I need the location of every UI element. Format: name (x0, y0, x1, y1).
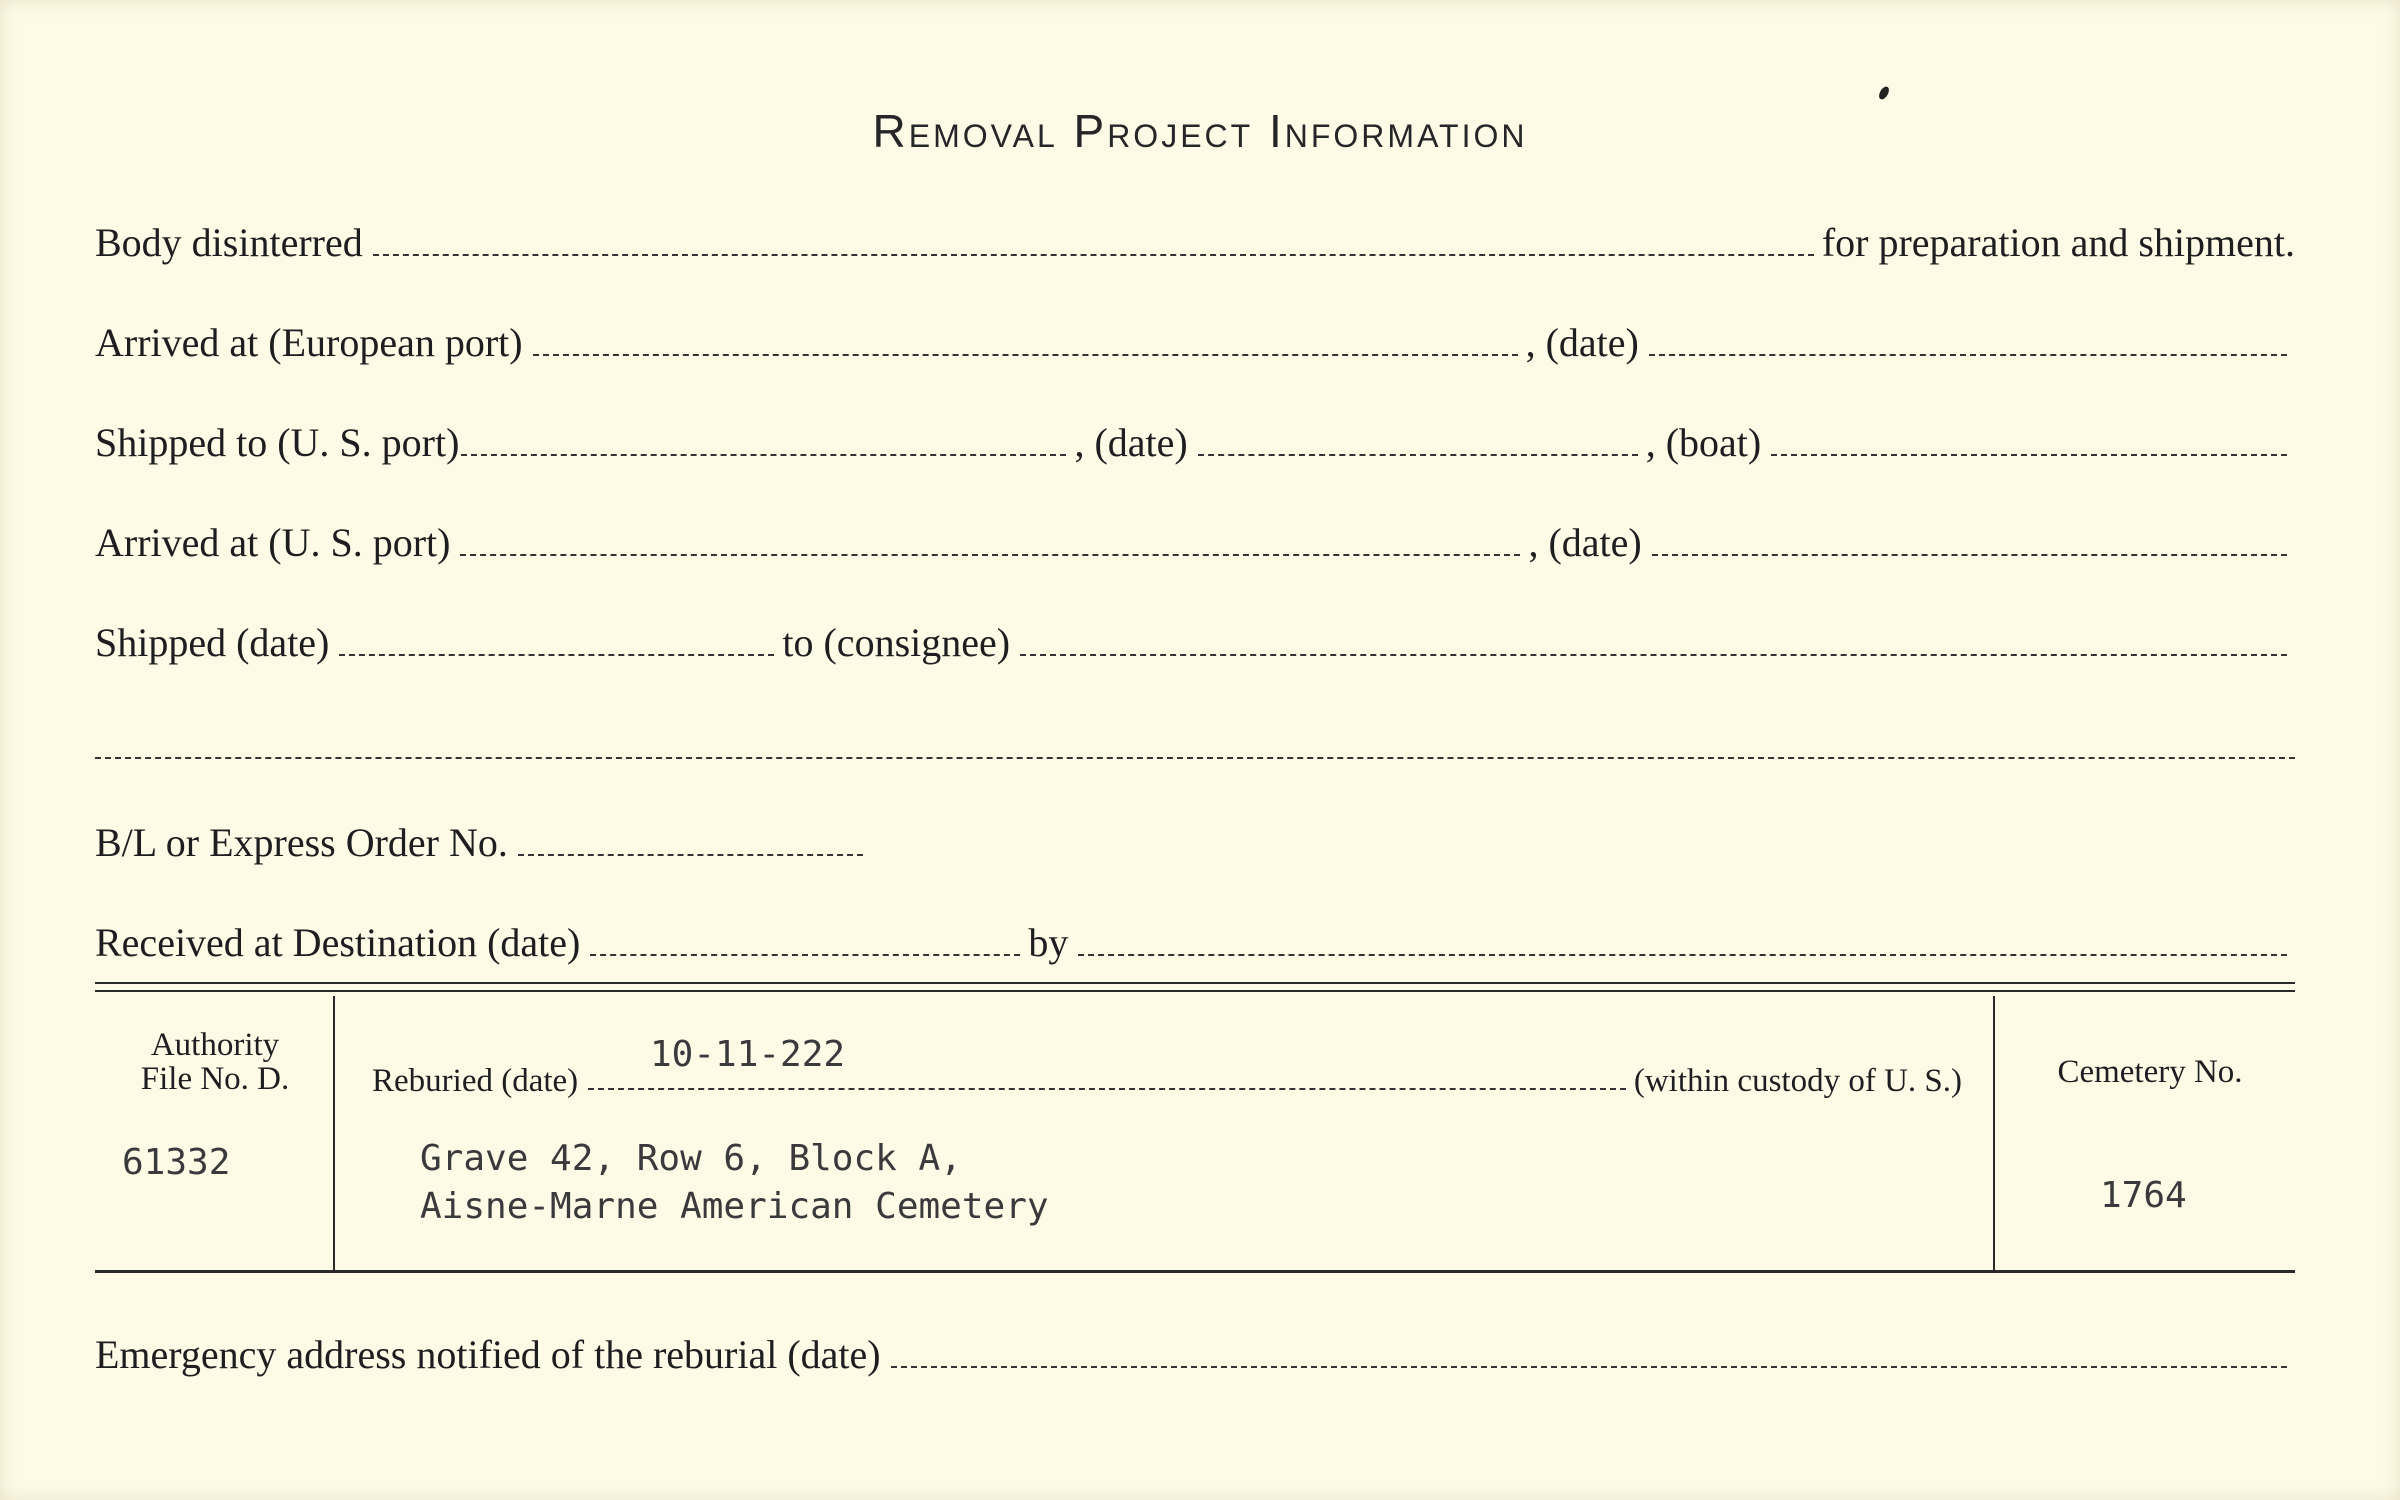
table-divider-right (1993, 996, 1995, 1271)
body-disinterred-suffix: for preparation and shipment. (1821, 220, 2295, 265)
cemetery-number-value: 1764 (2100, 1175, 2187, 1216)
bl-order-field[interactable] (518, 854, 863, 856)
shipped-us-row (95, 408, 2295, 468)
card-title: Removal Project Information (872, 105, 1528, 157)
body-disinterred-label: Body disinterred (95, 220, 363, 265)
arrived-european-date-field[interactable] (1649, 354, 2287, 356)
reburied-date-value: 10-11-222 (650, 1034, 846, 1075)
arrived-us-date-field[interactable] (1652, 554, 2287, 556)
grave-location-line-1: Grave 42, Row 6, Block A, (420, 1138, 962, 1179)
bl-order-label: B/L or Express Order No. (95, 820, 508, 865)
consignee-label: to (consignee) (782, 620, 1011, 665)
shipped-us-boat-field[interactable] (1771, 454, 2287, 456)
reburied-row (372, 1050, 1962, 1100)
shipped-us-label: Shipped to (U. S. port) (95, 420, 460, 465)
arrived-european-date-label: , (date) (1525, 320, 1639, 365)
arrived-us-port-field[interactable] (460, 554, 1520, 556)
cemetery-number-label: Cemetery No. (2057, 1054, 2243, 1090)
arrived-us-label: Arrived at (U. S. port) (95, 520, 451, 565)
received-by-label: by (1028, 920, 1069, 965)
ink-mark (1877, 85, 1891, 101)
table-top-rule (95, 982, 2295, 992)
authority-label-line-2: File No. D. (140, 1061, 290, 1097)
body-disinterred-field[interactable] (373, 254, 1814, 256)
table-divider-left (333, 996, 335, 1271)
shipped-date-row (95, 608, 2295, 668)
grave-location-line-2: Aisne-Marne American Cemetery (420, 1186, 1049, 1227)
arrived-us-date-label: , (date) (1528, 520, 1642, 565)
received-label: Received at Destination (date) (95, 920, 581, 965)
arrived-us-row (95, 508, 2295, 568)
arrived-european-row (95, 308, 2295, 368)
arrived-european-label: Arrived at (European port) (95, 320, 523, 365)
bl-order-row (95, 808, 2295, 868)
authority-header (100, 1028, 330, 1096)
shipped-date-field[interactable] (339, 654, 774, 656)
body-disinterred-row (95, 208, 2295, 268)
emergency-row (95, 1320, 2295, 1380)
received-date-field[interactable] (590, 954, 1020, 956)
authority-label-line-1: Authority (150, 1027, 280, 1063)
shipped-us-port-field[interactable] (461, 454, 1066, 456)
emergency-label: Emergency address notified of the reburial (date) (95, 1332, 881, 1377)
consignee-continuation-field[interactable] (95, 757, 2295, 759)
reburied-date-field[interactable] (588, 1088, 1626, 1090)
authority-file-number: 61332 (122, 1142, 231, 1183)
shipped-date-label: Shipped (date) (95, 620, 330, 665)
received-row (95, 908, 2295, 968)
custody-label: (within custody of U. S.) (1633, 1063, 1962, 1099)
reburied-label: Reburied (date) (372, 1063, 579, 1099)
arrived-european-port-field[interactable] (533, 354, 1518, 356)
shipped-us-date-field[interactable] (1198, 454, 1638, 456)
emergency-date-field[interactable] (891, 1366, 2287, 1368)
consignee-field[interactable] (1020, 654, 2287, 656)
shipped-us-boat-label: , (boat) (1645, 420, 1762, 465)
received-by-field[interactable] (1078, 954, 2287, 956)
table-bottom-rule (95, 1270, 2295, 1273)
shipped-us-date-label: , (date) (1074, 420, 1188, 465)
